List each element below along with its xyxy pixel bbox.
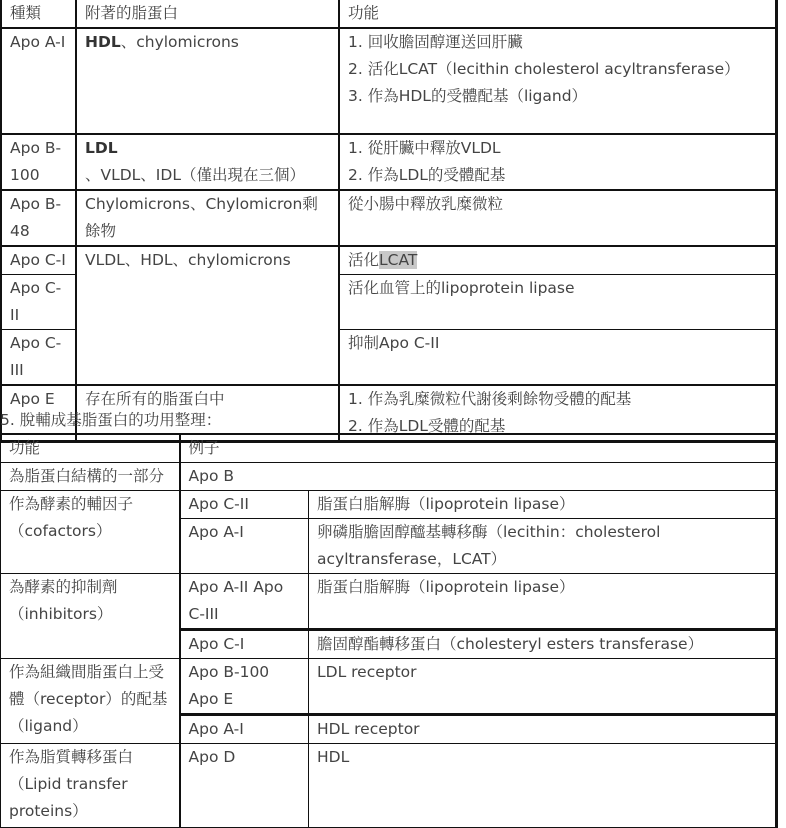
function-line: 2. 作為LDL的受體配基 xyxy=(348,166,506,184)
function-cell: 活化血管上的lipoprotein lipase xyxy=(339,275,777,330)
header-function: 功能 xyxy=(339,0,777,28)
function-text: 活化 xyxy=(348,251,380,269)
apo-cell: Apo A-I xyxy=(180,519,309,574)
example-cell: Apo B xyxy=(180,463,777,491)
table-row xyxy=(1,463,777,491)
table-row xyxy=(1,190,777,246)
bold-lipoprotein: LDL xyxy=(85,139,118,157)
function-line: 2. 作為LDL受體的配基 xyxy=(348,417,506,435)
table-header-row xyxy=(1,434,777,463)
description-cell: 膽固醇酯轉移蛋白（cholesteryl esters transferase） xyxy=(309,630,777,659)
description-cell: 脂蛋白脂解脢（lipoprotein lipase） xyxy=(309,491,777,519)
description-cell: HDL receptor xyxy=(309,715,777,744)
apo-cell: Apo B-100 Apo E xyxy=(180,659,309,715)
highlighted-text: LCAT xyxy=(379,251,418,269)
lipoprotein-cell xyxy=(76,28,339,134)
type-cell: Apo C-I xyxy=(1,246,76,275)
table-row xyxy=(1,574,777,630)
section-title: 5. 脫輔成基脂蛋白的功用整理： xyxy=(0,411,222,429)
type-cell: Apo B-100 xyxy=(1,134,76,190)
function-cell: 為脂蛋白結構的一部分 xyxy=(1,463,180,491)
function-line: 1. 從肝臟中釋放VLDL xyxy=(348,139,501,157)
apo-cell: Apo D xyxy=(180,744,309,828)
table-row xyxy=(1,744,777,828)
table-row xyxy=(1,659,777,715)
type-cell: Apo E xyxy=(1,385,76,442)
description-cell: LDL receptor xyxy=(309,659,777,715)
lipoprotein-cell: Chylomicrons、Chylomicron剩餘物 xyxy=(76,190,339,246)
header-example: 例子 xyxy=(180,434,777,463)
table-row xyxy=(1,28,777,134)
type-cell: Apo C-III xyxy=(1,330,76,386)
apo-cell: Apo C-I xyxy=(180,630,309,659)
function-line: 3. 作為HDL的受體配基（ligand） xyxy=(348,87,588,105)
lipoprotein-cell: 存在所有的脂蛋白中 xyxy=(76,385,339,442)
function-cell xyxy=(339,134,777,190)
apolipoprotein-function-table xyxy=(0,433,778,828)
table-header-row xyxy=(1,0,777,28)
table-row xyxy=(1,491,777,519)
header-type: 種類 xyxy=(1,0,76,28)
lipoprotein-cell xyxy=(76,134,339,190)
function-line: 2. 活化LCAT（lecithin cholesterol acyltransferase） xyxy=(348,60,740,78)
lipoprotein-rest: 、chylomicrons xyxy=(120,33,239,51)
description-cell: 卵磷脂膽固醇醯基轉移酶（lecithin：cholesterol acyltransferase，LCAT） xyxy=(309,519,777,574)
function-cell: 作為脂質轉移蛋白（Lipid transfer proteins） xyxy=(1,744,180,828)
table-row xyxy=(1,246,777,275)
type-cell: Apo C-II xyxy=(1,275,76,330)
function-cell xyxy=(339,246,777,275)
function-cell: 從小腸中釋放乳糜微粒 xyxy=(339,190,777,246)
function-cell: 作為酵素的輔因子（cofactors） xyxy=(1,491,180,574)
function-line: 1. 作為乳糜微粒代謝後剩餘物受體的配基 xyxy=(348,390,632,408)
function-cell: 為酵素的抑制劑（inhibitors） xyxy=(1,574,180,659)
function-cell: 作為組織間脂蛋白上受體（receptor）的配基（ligand） xyxy=(1,659,180,744)
apo-cell: Apo A-I xyxy=(180,715,309,744)
table-row xyxy=(1,134,777,190)
type-cell: Apo A-I xyxy=(1,28,76,134)
lipoprotein-cell: VLDL、HDL、chylomicrons xyxy=(76,246,339,385)
apo-cell: Apo C-II xyxy=(180,491,309,519)
function-cell xyxy=(339,28,777,134)
function-line: 1. 回收膽固醇運送回肝臟 xyxy=(348,33,523,51)
type-cell: Apo B-48 xyxy=(1,190,76,246)
description-cell: HDL xyxy=(309,744,777,828)
lipoprotein-rest: 、VLDL、IDL（僅出現在三個） xyxy=(85,166,305,184)
apo-cell: Apo A-II Apo C-III xyxy=(180,574,309,630)
description-cell: 脂蛋白脂解脢（lipoprotein lipase） xyxy=(309,574,777,630)
function-cell: 抑制Apo C-II xyxy=(339,330,777,386)
header-function: 功能 xyxy=(1,434,180,463)
bold-lipoprotein: HDL xyxy=(85,33,121,51)
header-lipoprotein: 附著的脂蛋白 xyxy=(76,0,339,28)
